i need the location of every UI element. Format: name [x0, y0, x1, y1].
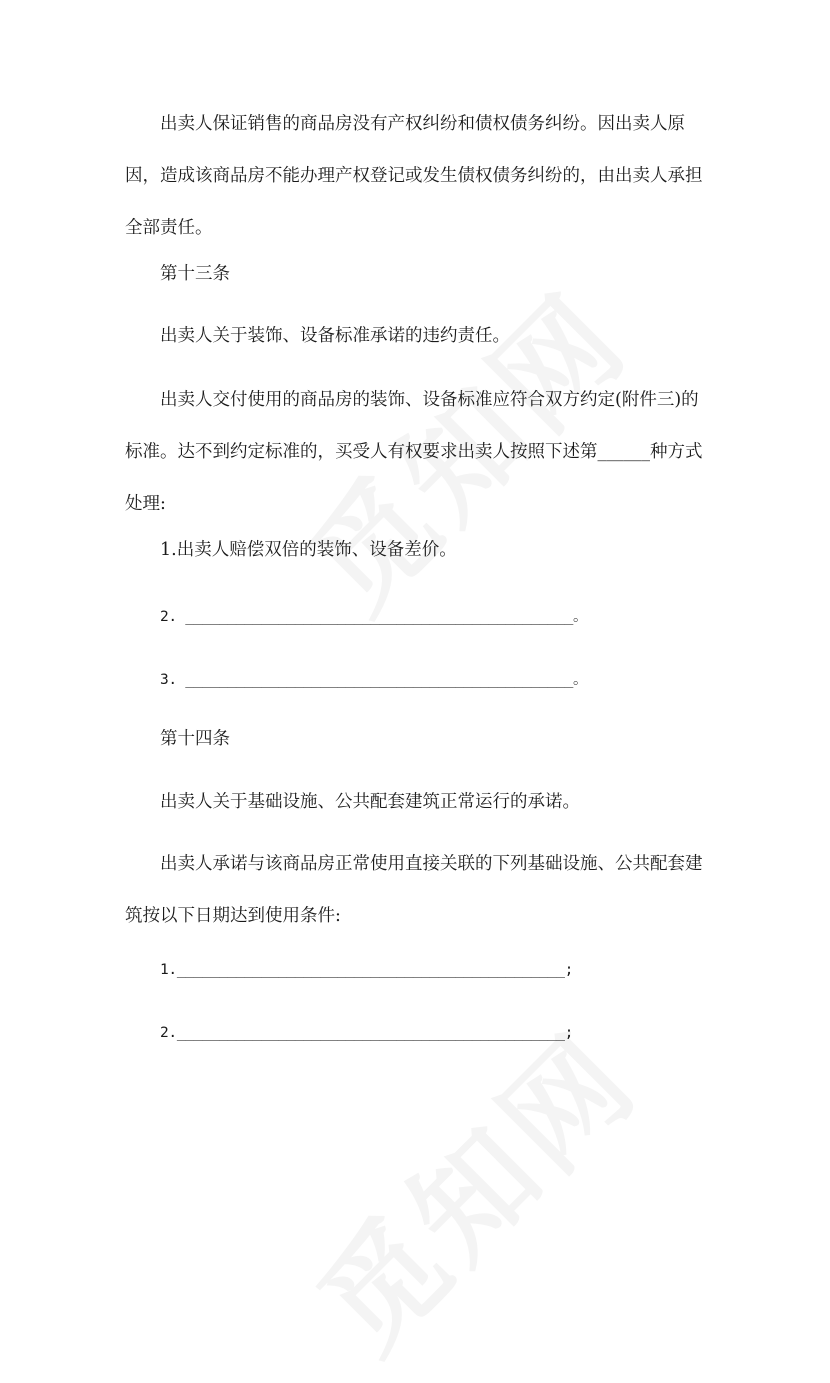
list-item-1: 1.出卖人赔偿双倍的装饰、设备差价。 — [160, 540, 457, 560]
infrastructure-item-1-blank: 1.______________________________________________; — [160, 962, 574, 978]
list-item-2-blank: 2. ______________________________________________。 — [160, 609, 588, 625]
paragraph-decoration-liability: 出卖人关于装饰、设备标准承诺的违约责任。 — [160, 326, 510, 346]
paragraph-decoration-standard: 出卖人交付使用的商品房的装饰、设备标准应符合双方约定(附件三)的标准。达不到约定标准的，买受人有权要求出卖人按照下述第______种方式处理: — [125, 390, 703, 514]
paragraph-infrastructure-dates: 出卖人承诺与该商品房正常使用直接关联的下列基础设施、公共配套建筑按以下日期达到使用条件: — [125, 854, 703, 926]
paragraph-seller-guarantee: 出卖人保证销售的商品房没有产权纠纷和债权债务纠纷。因出卖人原因，造成该商品房不能办理产权登记或发生债权债务纠纷的，由出卖人承担全部责任。 — [125, 114, 703, 238]
watermark — [275, 989, 668, 1382]
article-14-heading: 第十四条 — [160, 729, 230, 749]
paragraph-infrastructure-promise: 出卖人关于基础设施、公共配套建筑正常运行的承诺。 — [160, 792, 580, 812]
list-item-3-blank: 3. ______________________________________________。 — [160, 672, 588, 688]
article-13-heading: 第十三条 — [160, 264, 230, 284]
infrastructure-item-2-blank: 2.______________________________________________; — [160, 1025, 574, 1041]
